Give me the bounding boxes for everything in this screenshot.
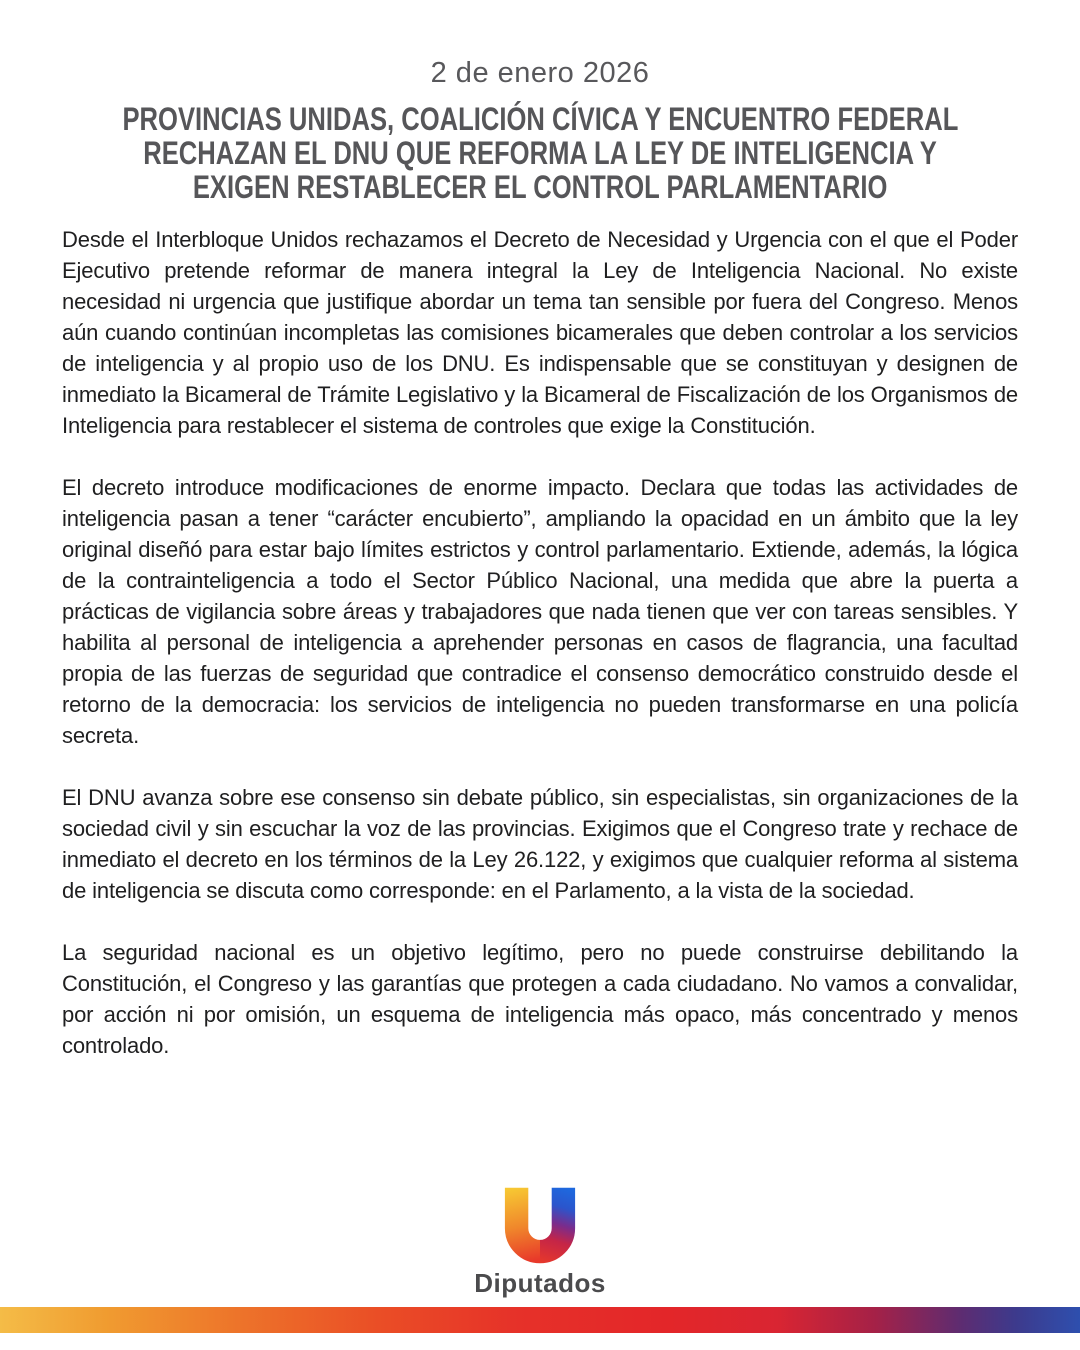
- paragraph-4: La seguridad nacional es un objetivo legítimo, pero no puede construirse debilitando la Constitución, el Congreso y las garantías que protegen a cada ciudadano. No vamos a convalidar, por acción ni por omisión, un esquema de inteligencia más opaco, más concentrado y menos controlado.: [62, 940, 1018, 1058]
- diputados-logo-label: Diputados: [474, 1268, 606, 1298]
- statement-body: [62, 224, 1018, 1092]
- paragraph-3: El DNU avanza sobre ese consenso sin debate público, sin especialistas, sin organizaciones de la sociedad civil y sin escuchar la voz de las provincias. Exigimos que el Congreso trate y rechace de inmediato el decreto en los términos de la Ley 26.122, y exigimos que cualquier reforma al sistema de inteligencia se discuta como corresponde: en el Parlamento, a la vista de la sociedad.: [62, 785, 1018, 903]
- headline-line-2: [0, 136, 1080, 170]
- footer-gradient-bar: [0, 1307, 1080, 1333]
- paragraph-2: El decreto introduce modificaciones de enorme impacto. Declara que todas las actividades de inteligencia pasan a tener “carácter encubierto”, ampliando la opacidad en un ámbito que la ley original diseñó para estar bajo límites estrictos y control parlamentario. Extiende, además, la lógica de la contrainteligencia a todo el Sector Público Nacional, una medida que abre la puerta a prácticas de vigilancia sobre áreas y trabajadores que nada tienen que ver con tareas sensibles. Y habilita al personal de inteligencia a aprehender personas en casos de flagrancia, una facultad propia de las fuerzas de seguridad que contradice el consenso democrático construido desde el retorno de la democracia: los servicios de inteligencia no pueden transformarse en una policía secreta.: [62, 475, 1018, 748]
- paragraph-1: Desde el Interbloque Unidos rechazamos el Decreto de Necesidad y Urgencia con el que el Poder Ejecutivo pretende reformar de manera integral la Ley de Inteligencia Nacional. No existe necesidad ni urgencia que justifique abordar un tema tan sensible por fuera del Congreso. Menos aún cuando continúan incompletas las comisiones bicamerales que deben controlar a los servicios de inteligencia y al propio uso de los DNU. Es indispensable que se constituyan y designen de inmediato la Bicameral de Trámite Legislativo y la Bicameral de Fiscalización de los Organismos de Inteligencia para restablecer el sistema de controles que exige la Constitución.: [62, 227, 1018, 438]
- statement-date: 2 de enero 2026: [430, 57, 650, 89]
- headline-line-2-text: RECHAZAN EL DNU QUE REFORMA LA LEY DE INTELIGENCIA Y: [143, 135, 937, 171]
- headline-line-1: [0, 102, 1080, 136]
- diputados-logo: [0, 1176, 1080, 1299]
- headline-line-1-text: PROVINCIAS UNIDAS, COALICIÓN CÍVICA Y ENCUENTRO FEDERAL: [122, 101, 958, 137]
- headline-line-3-text: EXIGEN RESTABLECER EL CONTROL PARLAMENTARIO: [192, 169, 888, 205]
- unidos-u-logo-icon: [493, 1176, 587, 1266]
- headline-line-3: [0, 170, 1080, 204]
- statement-headline: [0, 102, 1080, 204]
